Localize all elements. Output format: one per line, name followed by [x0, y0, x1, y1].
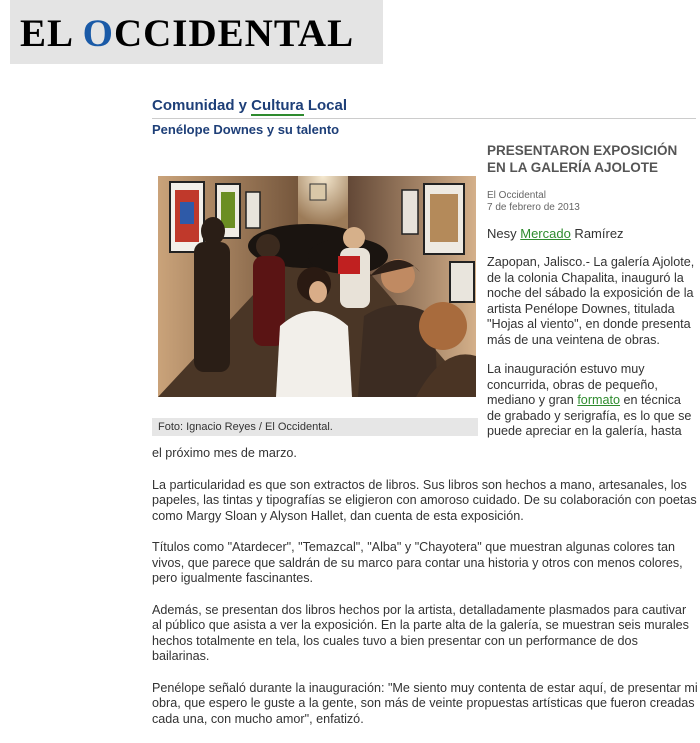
paragraph-3: La particularidad es que son extractos de libros. Sus libros son hechos a mano, artesanales, los papeles, las tintas y tipografías se eligieron con amoroso cuidado. De su colaboración con poetas como Margy Sloan y Alyson Hallet, dan cuenta de esta exposición. — [152, 477, 697, 523]
paragraph-4: Títulos como "Atardecer", "Temazcal", "Alba" y "Chayotera" que muestran algunas colores tan vivos, que parece que saldrán de su marco para contar una historia y otros con menos colores, pero igualmente fascinantes. — [152, 540, 683, 585]
paragraph-5: Además, se presentan dos libros hechos por la artista, detalladamente plasmados para cautivar al público que asista a ver la exposición. En la parte alta de la galería, se muestran seis murales hechos totalmente en tela, los cuales tuvo a bien presentar con un performance de dos bailarinas. — [152, 602, 689, 663]
article-author: Nesy Mercado Ramírez — [487, 226, 624, 241]
article-date: 7 de febrero de 2013 — [487, 202, 580, 213]
photo-caption: Foto: Ignacio Reyes / El Occidental. — [152, 418, 478, 436]
masthead — [10, 0, 383, 64]
article-subtitle: Penélope Downes y su talento — [152, 122, 340, 137]
paragraph-1: Zapopan, Jalisco.- La galería Ajolote, de la colonia Chapalita, inauguró la noche del sábado la exposición de la artista Penélope Downes, titulada "Hojas al viento", en donde presenta más de una veintena de obras. — [487, 255, 695, 347]
article-sidebar — [487, 142, 697, 440]
article-headline: PRESENTARON EXPOSICIÓN EN LA GALERÍA AJOLOTE — [487, 143, 678, 175]
newspaper-logo[interactable]: EL OCCIDENTAL — [20, 12, 355, 55]
article-body — [152, 446, 698, 743]
paragraph-2-end: el próximo mes de marzo. — [152, 446, 297, 460]
paragraph-2: La inauguración estuvo muy concurrida, obras de pequeño, mediano y gran formato en técnica de grabado y serigrafía, es lo que se puede apreciar en la galería, hasta — [487, 362, 692, 438]
cultura-link[interactable]: Cultura — [251, 97, 304, 114]
article-meta — [487, 190, 697, 214]
paragraph-6: Penélope señaló durante la inauguración: "Me siento muy contenta de estar aquí, de presentar mi obra, que espero le guste a la gente, son más de veinte propuestas artísticas que fueron creadas cada una, con mucho amor", enfatizó. — [152, 680, 698, 726]
section-title: Comunidad y Cultura Local — [152, 97, 348, 114]
gallery-photo — [158, 176, 476, 397]
section-header — [152, 96, 696, 119]
article-source: El Occidental — [487, 190, 546, 201]
formato-link[interactable]: formato — [577, 393, 621, 407]
mercado-link[interactable]: Mercado — [520, 226, 571, 241]
